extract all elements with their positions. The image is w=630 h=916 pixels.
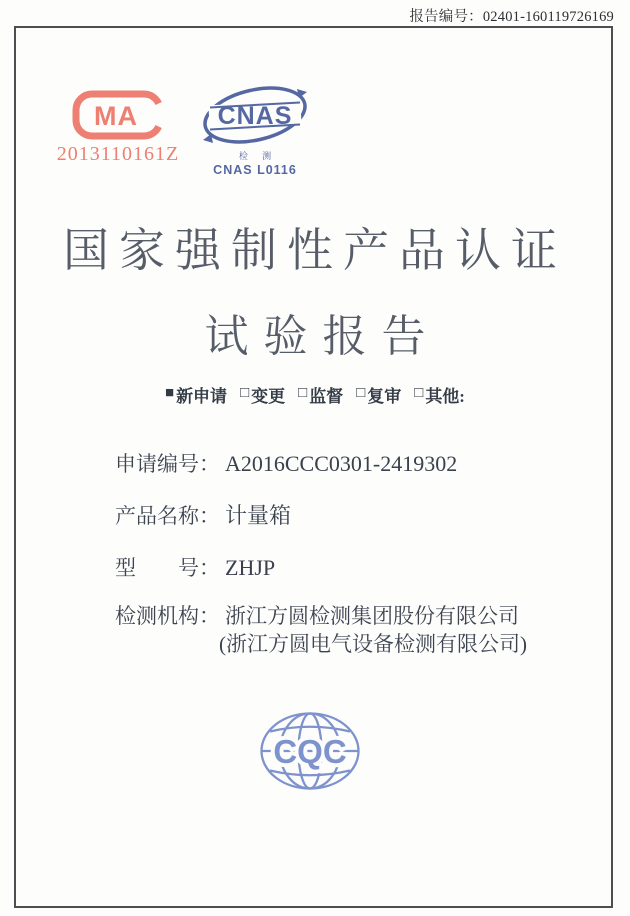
apptype-new-application [165,382,227,407]
cma-logo-icon [72,90,164,140]
field-label: 申请编号： [115,452,220,476]
cnas-letters: CNAS [217,102,293,130]
checkbox-empty-icon: □ [356,385,366,401]
cnas-logo-icon [200,84,310,148]
application-type-row [0,382,630,407]
field-model [115,554,275,582]
apptype-supervision [298,382,343,407]
apptype-label: 复审 [367,387,402,406]
sub-title: 试验报告 [204,312,441,361]
field-value: ZHJP [225,555,276,580]
field-application-number [115,450,457,478]
field-value: 计量箱 [225,503,292,528]
cnas-accreditation-block [196,84,314,177]
field-value: A2016CCC0301-2419302 [225,451,458,476]
field-testing-organization [115,602,519,630]
apptype-label: 其他: [425,387,465,406]
field-label: 产品名称： [115,504,220,528]
field-value-secondary: (浙江方圆电气设备检测有限公司) [219,632,527,656]
checkbox-empty-icon: □ [240,385,250,401]
checkbox-empty-icon: □ [414,385,424,401]
cma-accreditation-block [53,90,183,166]
cqc-globe-icon [259,711,361,791]
field-product-name [115,502,291,530]
field-label: 检测机构： [115,604,220,628]
apptype-label: 变更 [251,387,286,406]
apptype-other [414,382,465,407]
field-testing-organization-alt [219,630,527,658]
report-number: 报告编号：02401-160119726169 [409,9,614,25]
cnas-jiance-label: 检 测 [238,151,278,161]
cnas-lab-number: CNAS L0116 [213,163,297,177]
checkbox-checked-icon: ■ [165,385,175,401]
cma-letters: MA [94,101,138,131]
checkbox-empty-icon: □ [298,385,308,401]
apptype-label: 新申请 [176,387,228,406]
apptype-review [356,382,401,407]
field-label: 型 号： [115,556,220,580]
main-title: 国家强制性产品认证 [63,225,567,276]
cqc-logo-block [259,711,361,796]
apptype-label: 监督 [309,387,344,406]
apptype-change [240,382,285,407]
cma-certificate-number: 2013110161Z [56,143,180,165]
field-value: 浙江方圆检测集团股份有限公司 [225,604,519,628]
cqc-letters: CQC [273,733,347,770]
